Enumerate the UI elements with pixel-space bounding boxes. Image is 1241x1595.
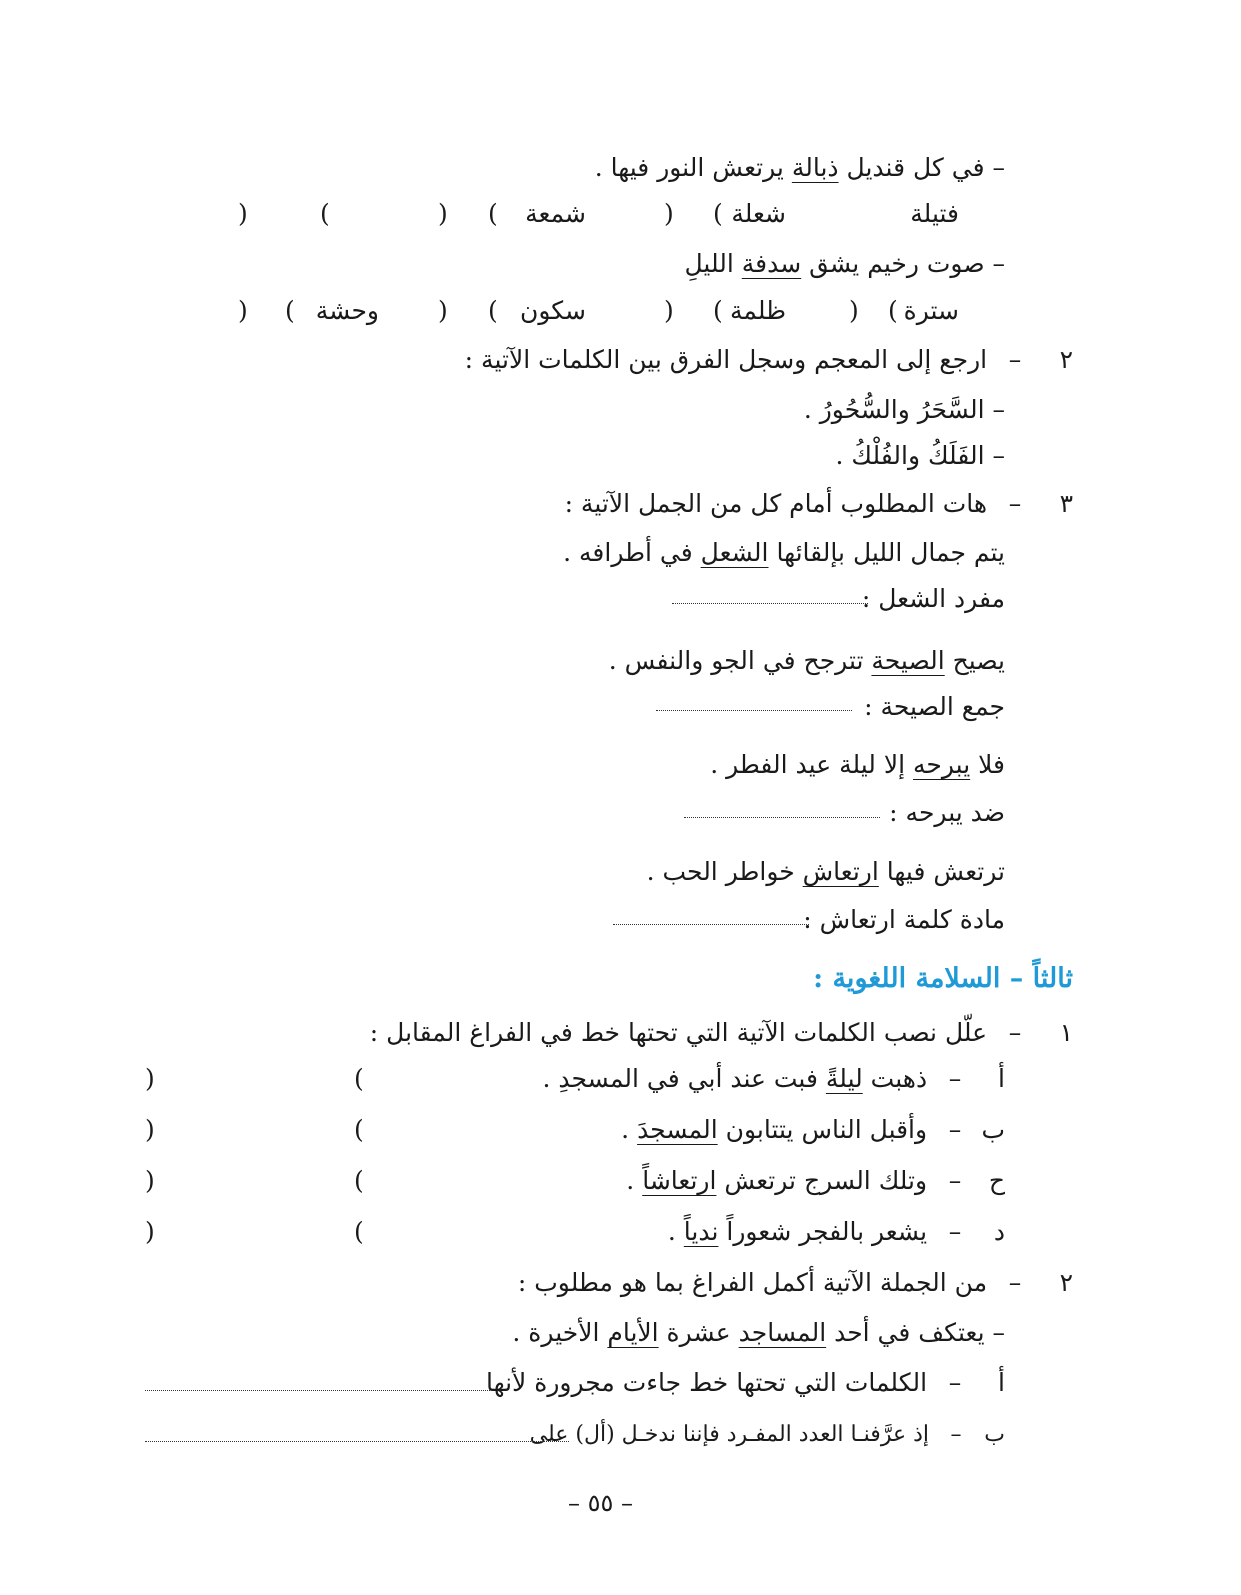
question-number: ١ (1059, 1018, 1073, 1047)
dash: – (992, 1318, 1005, 1347)
q2-item-1: – السَّحَرُ والسُّحُورُ . (803, 395, 1005, 424)
sentence-text: عشرة (658, 1318, 739, 1347)
option-1-1: فتيلة (910, 199, 959, 228)
item-letter: ب (984, 1422, 1005, 1447)
answer-paren-close: ) (145, 1217, 155, 1246)
answer-line[interactable] (684, 817, 880, 818)
answer-paren-close: ) (145, 1115, 155, 1144)
underlined-word: الصيحة (871, 646, 945, 675)
option-1-2: شعلة (731, 199, 786, 228)
sentence-text: . (621, 1115, 638, 1144)
sentence-text: يصيح (944, 646, 1005, 675)
underlined-word: ارتعاش (802, 857, 879, 886)
option-2-2: ظلمة (729, 296, 786, 325)
underlined-word: ارتعاشاً (642, 1166, 717, 1195)
answer-paren-close: ) (145, 1064, 155, 1093)
sentence-text: صوت رخيم يشق (801, 249, 985, 278)
question-3 (565, 487, 1073, 521)
option-paren-close: ) (438, 296, 448, 325)
s3-q1-item-c (626, 1164, 1005, 1198)
s3-q2-item-b (530, 1418, 1005, 1452)
item-letter: ب (981, 1115, 1005, 1144)
sentence-text: في كل قنديل (838, 153, 985, 182)
section-heading: ثالثاً – السلامة اللغوية : (813, 963, 1073, 994)
dash: – (992, 249, 1005, 278)
underlined-word: الأيام (607, 1318, 659, 1347)
dash: – (1008, 1268, 1022, 1297)
question-number: ٢ (1059, 345, 1073, 374)
dash: – (948, 1115, 962, 1144)
sentence-text: ترتعش فيها (878, 857, 1005, 886)
item-text: الكلمات التي تحتها خط جاءت مجرورة لأنها (485, 1368, 928, 1397)
sentence-text: وأقبل الناس يتتابون (717, 1115, 928, 1144)
option-paren-open: ( (488, 199, 498, 228)
sentence-text: تترجح في الجو والنفس . (608, 646, 872, 675)
option-paren-open: ( (285, 296, 295, 325)
option-paren-open: ( (713, 296, 723, 325)
s3-q2-item-a (486, 1366, 1005, 1400)
q3-prompt-2: جمع الصيحة : (864, 692, 1005, 721)
question-text: من الجملة الآتية أكمل الفراغ بما هو مطلوب : (517, 1268, 988, 1297)
sentence-text: خواطر الحب . (646, 857, 803, 886)
item-letter: أ (998, 1368, 1005, 1397)
sentence-text: يشعر بالفجر شعوراً (718, 1217, 928, 1246)
answer-paren-open: ( (354, 1064, 364, 1093)
q3-sentence-3 (710, 748, 1005, 782)
underlined-word: الشعل (700, 538, 769, 567)
q3-sentence-1 (563, 536, 1005, 570)
answer-paren-open: ( (354, 1166, 364, 1195)
item-letter: أ (998, 1064, 1005, 1093)
question-text: هات المطلوب أمام كل من الجمل الآتية : (564, 489, 988, 518)
question-text: ارجع إلى المعجم وسجل الفرق بين الكلمات الآتية : (464, 345, 988, 374)
sentence-text: الليلِ (684, 249, 742, 278)
dash: – (1008, 489, 1022, 518)
option-paren-close: ) (664, 199, 674, 228)
q3-prompt-4: مادة كلمة ارتعاش : (803, 905, 1005, 934)
option-2-4: وحشة (315, 296, 379, 325)
q2-item-2: – الفَلَكُ والفُلْكُ . (835, 441, 1005, 470)
item-letter: ح (988, 1166, 1005, 1195)
dash: – (948, 1217, 962, 1246)
option-paren-open: ( (320, 199, 330, 228)
underlined-word: يبرحه (913, 750, 971, 779)
dash: – (950, 1422, 962, 1447)
s3-question-1 (370, 1016, 1073, 1050)
sentence-text: وتلك السرج ترتعش (716, 1166, 928, 1195)
s3-q1-item-b (621, 1113, 1005, 1147)
q3-sentence-2 (609, 644, 1005, 678)
option-1-3: شمعة (525, 199, 586, 228)
underlined-word: ندياً (683, 1217, 719, 1246)
option-paren-close: ) (664, 296, 674, 325)
underlined-word: ليلةً (825, 1064, 863, 1093)
dash: – (948, 1064, 962, 1093)
sentence-text: يعتكف في أحد (826, 1318, 985, 1347)
page-number: – ٥٥ – (568, 1489, 634, 1517)
item-text: إذ عرَّفنـا العدد المفـرد فإننا ندخـل (أل) على (529, 1422, 929, 1447)
sentence-text: فلا (970, 750, 1005, 779)
dash: – (1008, 345, 1022, 374)
s3-q2-sentence (512, 1316, 1005, 1350)
option-paren-close: ) (238, 199, 248, 228)
q3-sentence-4 (647, 855, 1005, 889)
q3-prompt-1: مفرد الشعل : (861, 584, 1005, 613)
option-paren-close: ) (238, 296, 248, 325)
option-2-3: سكون (519, 296, 586, 325)
sentence-text: الأخيرة . (512, 1318, 608, 1347)
answer-paren-open: ( (354, 1217, 364, 1246)
s3-q1-item-a (543, 1062, 1005, 1096)
dash: – (948, 1368, 962, 1397)
dash: – (992, 153, 1005, 182)
sentence-text: يتم جمال الليل بإلقائها (768, 538, 1005, 567)
option-paren-open: ( (888, 296, 898, 325)
item-letter: د (993, 1217, 1005, 1246)
s3-q1-item-d (668, 1215, 1005, 1249)
sentence-text: يرتعش النور فيها . (594, 153, 792, 182)
s3-question-2 (518, 1266, 1073, 1300)
sentence-text: فبت عند أبي في المسجدِ . (542, 1064, 826, 1093)
answer-paren-close: ) (145, 1166, 155, 1195)
underlined-word: ذبالة (791, 153, 839, 182)
question-text: علّل نصب الكلمات الآتية التي تحتها خط في الفراغ المقابل : (369, 1018, 988, 1047)
question-number: ٢ (1059, 1268, 1073, 1297)
option-paren-open: ( (713, 199, 723, 228)
sentence-text: في أطرافه . (563, 538, 701, 567)
answer-line[interactable] (145, 1441, 569, 1442)
option-paren-open: ( (488, 296, 498, 325)
sentence-text: . (626, 1166, 643, 1195)
answer-line[interactable] (613, 924, 809, 925)
option-paren-close: ) (438, 199, 448, 228)
underlined-word: سدفة (741, 249, 802, 278)
sentence-text: إلا ليلة عيد الفطر . (710, 750, 914, 779)
question-2 (465, 343, 1073, 377)
dash: – (1008, 1018, 1022, 1047)
question-number: ٣ (1059, 489, 1073, 518)
sentence-text: ذهبت (862, 1064, 928, 1093)
answer-line[interactable] (672, 603, 868, 604)
sentence-text: . (667, 1217, 684, 1246)
vocab-line-2 (685, 247, 1006, 281)
answer-line[interactable] (145, 1390, 490, 1391)
vocab-line-1 (595, 151, 1005, 185)
option-paren-close: ) (849, 296, 859, 325)
option-2-1: سترة (903, 296, 959, 325)
underlined-word: المساجد (738, 1318, 827, 1347)
underlined-word: المسجدَ (637, 1115, 718, 1144)
dash: – (948, 1166, 962, 1195)
q3-prompt-3: ضد يبرحه : (889, 798, 1005, 827)
answer-paren-open: ( (354, 1115, 364, 1144)
answer-line[interactable] (656, 710, 852, 711)
